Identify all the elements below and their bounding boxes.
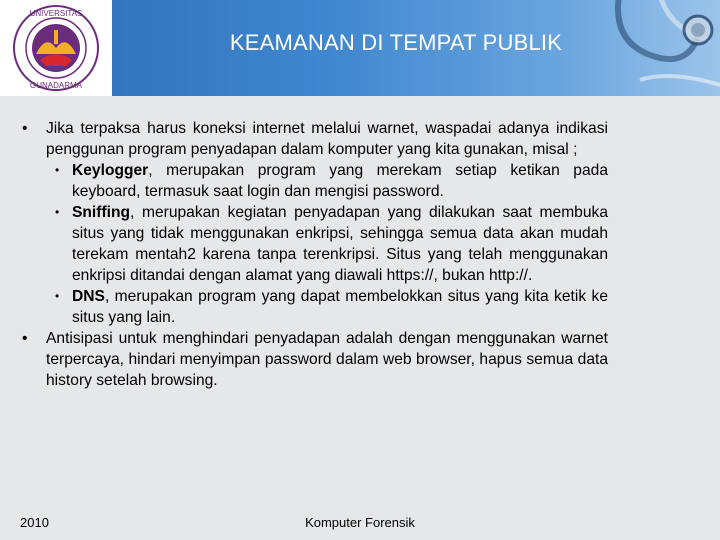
bullet-icon: • xyxy=(22,120,28,137)
bullet-text: Antisipasi untuk menghindari penyadapan adalah dengan menggunakan warnet terpercaya, hindari menyimpan password dalam web browser, hapus semua data history setelah browsing. xyxy=(46,330,608,389)
list-item xyxy=(20,118,608,160)
bullet-icon: • xyxy=(22,330,28,347)
svg-text:UNIVERSITAS: UNIVERSITAS xyxy=(29,9,83,18)
bullet-icon: • xyxy=(55,289,60,303)
footer-course: Komputer Forensik xyxy=(305,515,415,530)
slide-body xyxy=(20,118,608,391)
sub-list-item-dns xyxy=(20,286,608,328)
bullet-icon: • xyxy=(55,163,60,177)
logo-container xyxy=(0,0,112,96)
sub-list-item-keylogger xyxy=(20,160,608,202)
footer-year: 2010 xyxy=(20,515,49,530)
term-keylogger: Keylogger xyxy=(72,162,149,179)
university-logo-icon xyxy=(6,4,106,92)
page-title: KEAMANAN DI TEMPAT PUBLIK xyxy=(229,30,563,55)
bullet-icon: • xyxy=(55,205,60,219)
list-item xyxy=(20,328,608,391)
term-description: , merupakan kegiatan penyadapan yang dilakukan saat membuka situs yang tidak menggunakan enkripsi, sehingga semua data akan mudah terekam mentah2 karena tanpa terenkripsi. Situs yang telah menggunakan enkripsi ditandai dengan alamat yang diawali https://, bukan http://. xyxy=(72,204,608,284)
term-description: , merupakan program yang merekam setiap ketikan pada keyboard, termasuk saat login dan mengisi password. xyxy=(72,162,608,200)
svg-text:GUNADARMA: GUNADARMA xyxy=(29,81,83,90)
stethoscope-icon xyxy=(600,0,720,96)
term-dns: DNS xyxy=(72,288,105,305)
term-sniffing: Sniffing xyxy=(72,204,131,221)
sub-list-item-sniffing xyxy=(20,202,608,286)
bullet-text: Jika terpaksa harus koneksi internet melalui warnet, waspadai adanya indikasi penggunan program penyadapan dalam komputer yang kita gunakan, misal ; xyxy=(46,120,608,158)
slide-header xyxy=(0,0,720,96)
term-description: , merupakan program yang dapat membelokkan situs yang kita ketik ke situs yang lain. xyxy=(72,288,608,326)
